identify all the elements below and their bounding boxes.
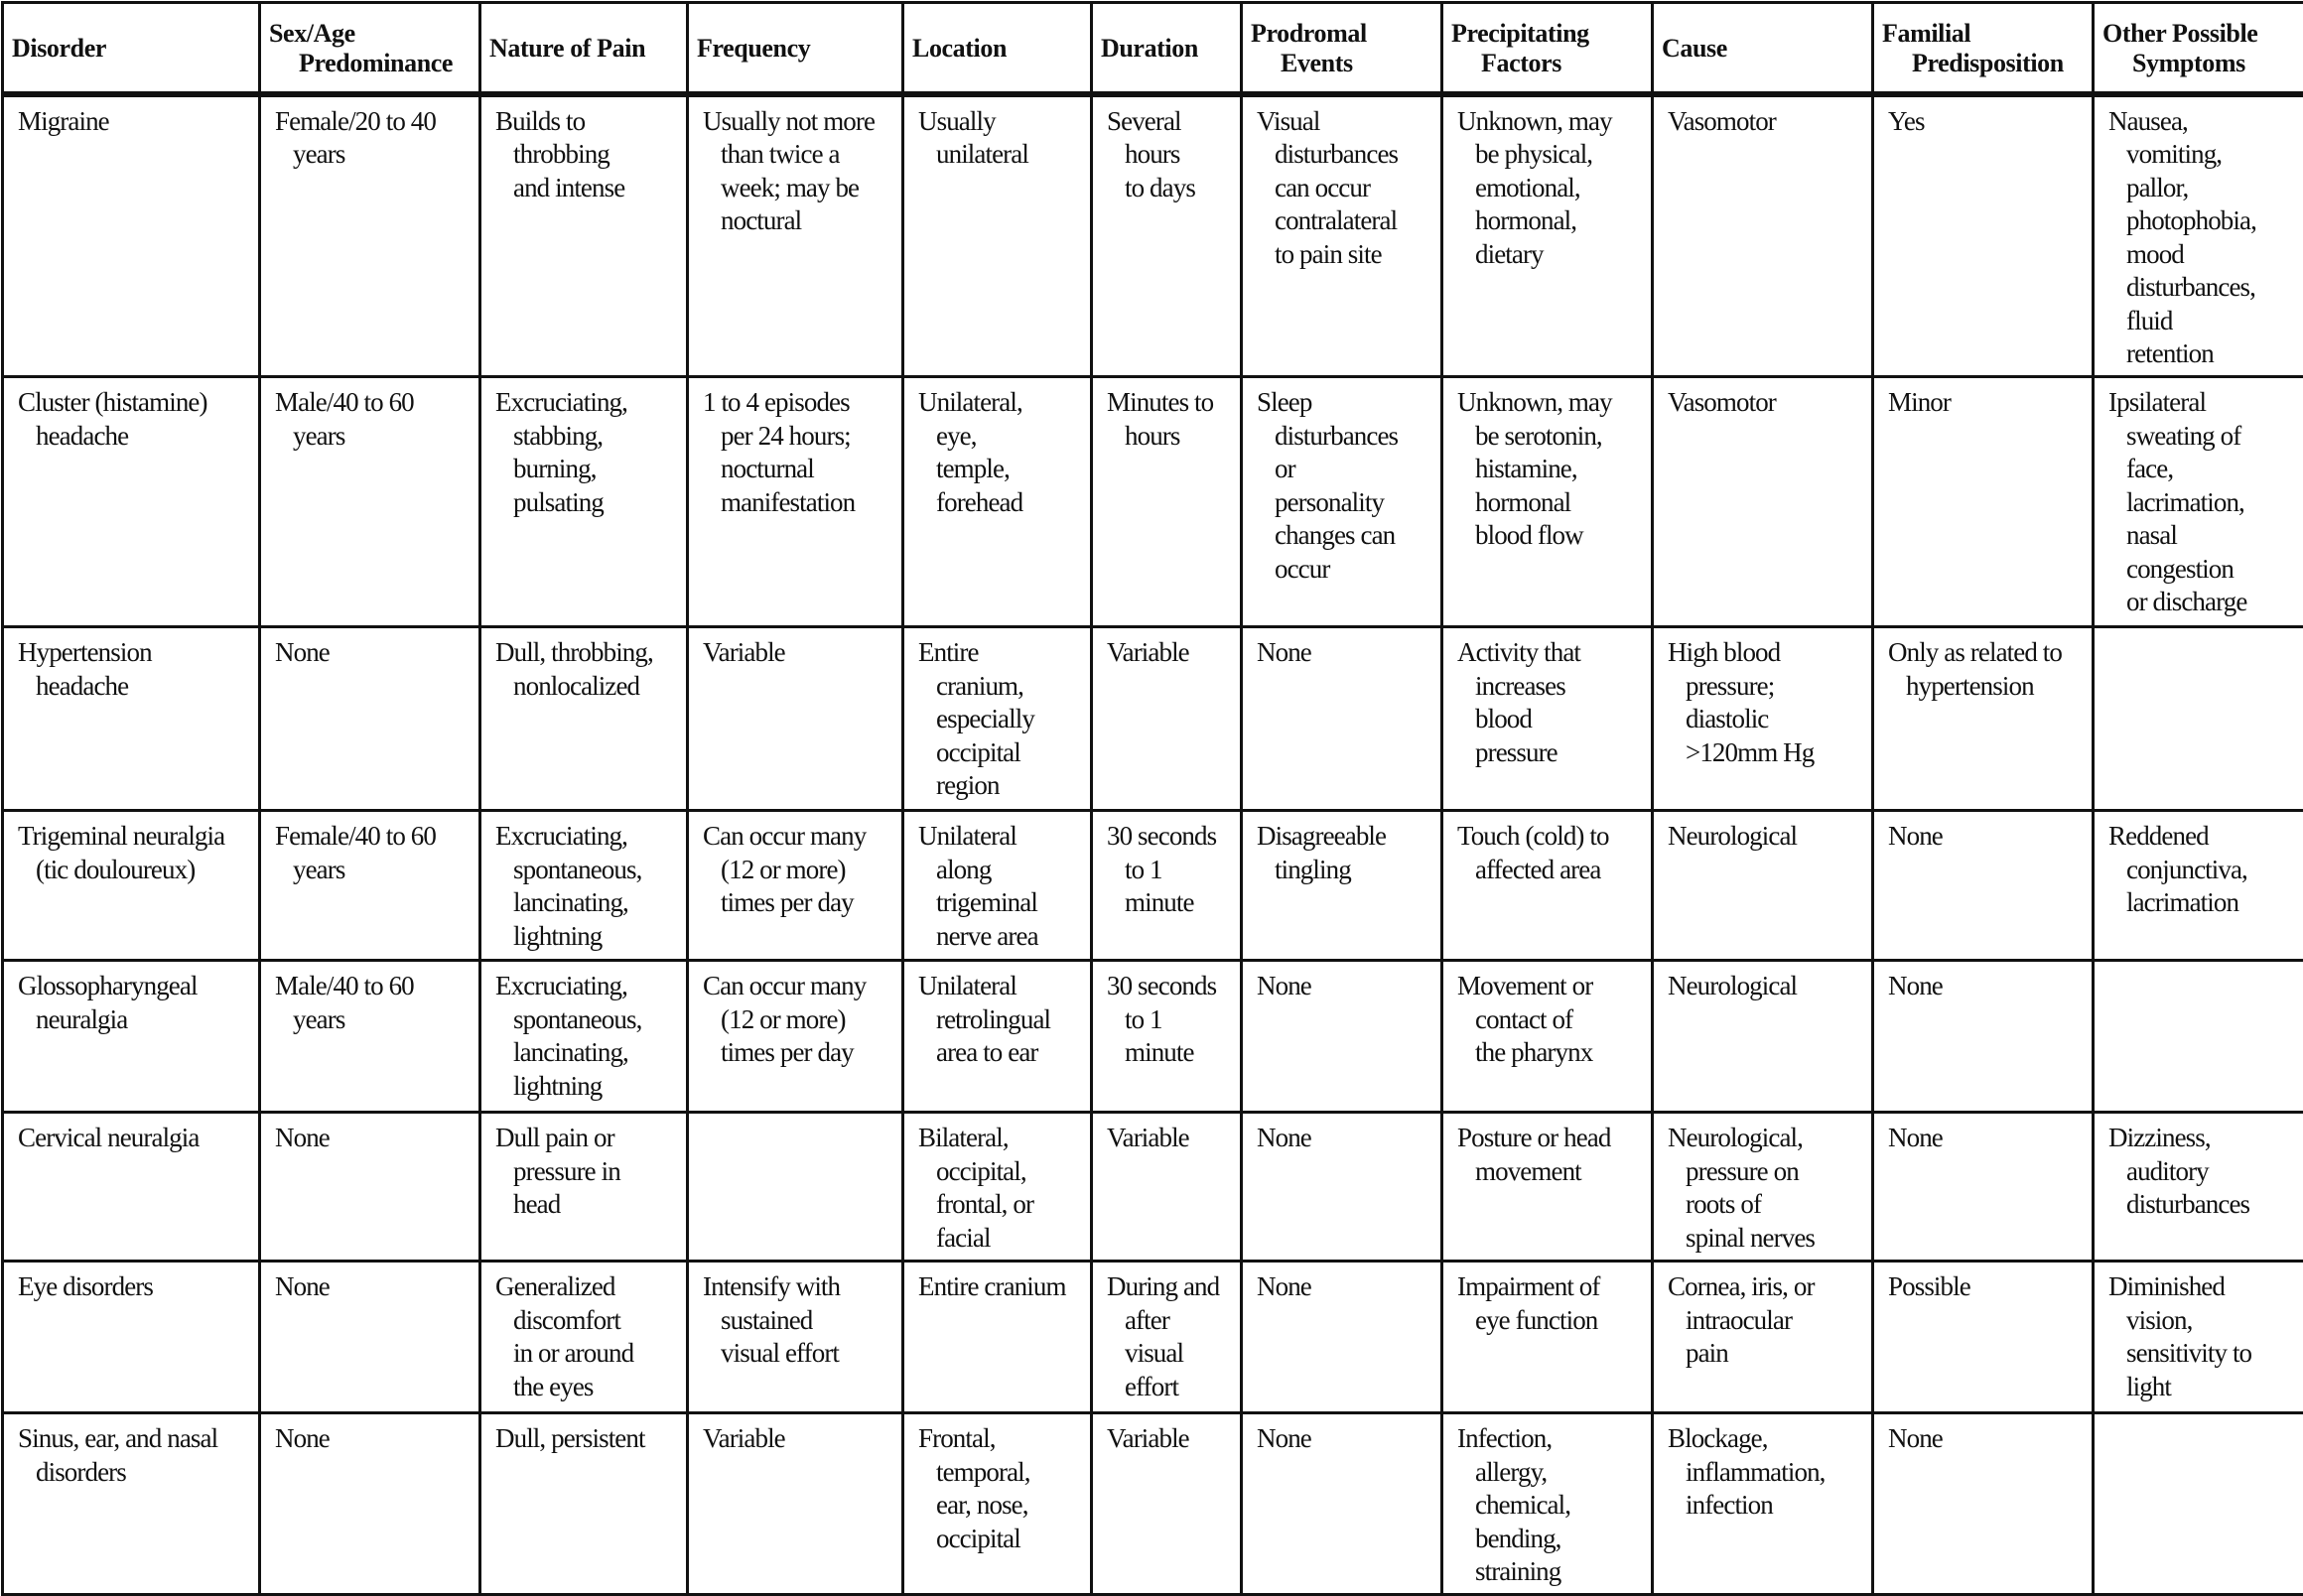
cell-text: None: [1888, 970, 2088, 1003]
cell-text: Entire cranium, especially occipital region: [918, 636, 1086, 803]
cell-text: Cervical neuralgia: [18, 1122, 254, 1155]
cell-text: Sinus, ear, and nasal disorders: [18, 1422, 254, 1489]
table-cell: [903, 811, 1092, 961]
table-cell: [2094, 627, 2303, 811]
table-cell: [1092, 1262, 1242, 1413]
cell-text: Only as related to hypertension: [1888, 636, 2088, 703]
table-cell: [688, 1413, 903, 1595]
table-cell: [1873, 1413, 2094, 1595]
cell-text: Female/20 to 40 years: [275, 105, 474, 172]
table-cell: [480, 961, 688, 1113]
table-cell: [2094, 1113, 2303, 1262]
cell-text: Infection, allergy, chemical, bending, straining: [1457, 1422, 1647, 1589]
cell-text: Generalized discomfort in or around the eyes: [495, 1270, 682, 1403]
table-cell: [1092, 811, 1242, 961]
table-cell: [260, 1262, 480, 1413]
table-cell: [903, 1113, 1092, 1262]
table-cell: [260, 1113, 480, 1262]
disorder-cell: [3, 811, 260, 961]
table-row: [3, 94, 2303, 377]
cell-text: Minor: [1888, 386, 2088, 420]
column-header-label: Prodromal Events: [1251, 19, 1436, 78]
cell-text: Bilateral, occipital, frontal, or facial: [918, 1122, 1086, 1255]
cell-text: Several hours to days: [1107, 105, 1236, 205]
table-cell: [480, 627, 688, 811]
header-row: [3, 3, 2303, 94]
cell-text: During and after visual effort: [1107, 1270, 1236, 1403]
cell-text: Touch (cold) to affected area: [1457, 820, 1647, 886]
cell-text: Reddened conjunctiva, lacrimation: [2108, 820, 2300, 920]
cell-text: Unilateral retrolingual area to ear: [918, 970, 1086, 1070]
table-cell: [1873, 1113, 2094, 1262]
cell-text: Dull, throbbing, nonlocalized: [495, 636, 682, 703]
cell-text: Possible: [1888, 1270, 2088, 1304]
table-cell: [480, 1113, 688, 1262]
cell-text: Intensify with sustained visual effort: [703, 1270, 897, 1371]
cell-text: Builds to throbbing and intense: [495, 105, 682, 205]
cell-text: 1 to 4 episodes per 24 hours; nocturnal manifestation: [703, 386, 897, 519]
cell-text: Minutes to hours: [1107, 386, 1236, 453]
table-cell: [1653, 377, 1873, 627]
table-cell: [903, 1262, 1092, 1413]
column-header-label: Location: [912, 34, 1086, 64]
column-header: [480, 3, 688, 94]
column-header: [903, 3, 1092, 94]
table-cell: [260, 1413, 480, 1595]
cell-text: Activity that increases blood pressure: [1457, 636, 1647, 769]
column-header: [1873, 3, 2094, 94]
table-cell: [260, 377, 480, 627]
column-header-label: Sex/Age Predominance: [269, 19, 474, 78]
cell-text: Glossopharyngeal neuralgia: [18, 970, 254, 1036]
table-cell: [480, 811, 688, 961]
cell-text: None: [1257, 1422, 1436, 1456]
table-cell: [688, 627, 903, 811]
cell-text: Trigeminal neuralgia (tic douloureux): [18, 820, 254, 886]
column-header: [1092, 3, 1242, 94]
cell-text: Variable: [1107, 1122, 1236, 1155]
cell-text: Neurological: [1668, 820, 1867, 854]
cell-text: None: [1257, 970, 1436, 1003]
cell-text: None: [275, 636, 474, 670]
cell-text: Blockage, inflammation, infection: [1668, 1422, 1867, 1523]
column-header-label: Nature of Pain: [489, 34, 682, 64]
disorder-cell: [3, 961, 260, 1113]
column-header: [3, 3, 260, 94]
table-cell: [260, 94, 480, 377]
cell-text: Neurological: [1668, 970, 1867, 1003]
table-cell: [1242, 811, 1442, 961]
cell-text: Dizziness, auditory disturbances: [2108, 1122, 2300, 1222]
table-cell: [1242, 1262, 1442, 1413]
cell-text: None: [275, 1422, 474, 1456]
disorder-cell: [3, 377, 260, 627]
cell-text: None: [1888, 1422, 2088, 1456]
cell-text: Excruciating, spontaneous, lancinating, lightning: [495, 820, 682, 953]
table-cell: [2094, 94, 2303, 377]
table-cell: [1442, 1113, 1653, 1262]
table-row: [3, 377, 2303, 627]
cell-text: Diminished vision, sensitivity to light: [2108, 1270, 2300, 1403]
cell-text: Eye disorders: [18, 1270, 254, 1304]
table-cell: [1442, 627, 1653, 811]
cell-text: Vasomotor: [1668, 105, 1867, 139]
table-cell: [903, 94, 1092, 377]
cell-text: Unilateral, eye, temple, forehead: [918, 386, 1086, 519]
cell-text: 30 seconds to 1 minute: [1107, 970, 1236, 1070]
table-cell: [1442, 377, 1653, 627]
disorder-cell: [3, 94, 260, 377]
column-header-label: Other Possible Symptoms: [2102, 19, 2300, 78]
table-cell: [903, 627, 1092, 811]
table-cell: [260, 627, 480, 811]
cell-text: None: [1257, 1122, 1436, 1155]
table-cell: [2094, 377, 2303, 627]
cell-text: Ipsilateral sweating of face, lacrimation, nasal congestion or discharge: [2108, 386, 2300, 619]
cell-text: Variable: [703, 1422, 897, 1456]
cell-text: High blood pressure; diastolic >120mm Hg: [1668, 636, 1867, 769]
headache-comparison-table: [1, 1, 2303, 1596]
table-cell: [1092, 961, 1242, 1113]
cell-text: Excruciating, spontaneous, lancinating, lightning: [495, 970, 682, 1103]
table-cell: [903, 377, 1092, 627]
table-cell: [1442, 961, 1653, 1113]
cell-text: None: [1888, 1122, 2088, 1155]
table-cell: [688, 811, 903, 961]
table-cell: [2094, 961, 2303, 1113]
column-header-label: Cause: [1662, 34, 1867, 64]
table-cell: [1653, 94, 1873, 377]
cell-text: Usually unilateral: [918, 105, 1086, 172]
table-cell: [1653, 627, 1873, 811]
column-header-label: Frequency: [697, 34, 897, 64]
table-cell: [1653, 1413, 1873, 1595]
column-header: [2094, 3, 2303, 94]
cell-text: Unknown, may be serotonin, histamine, hormonal blood flow: [1457, 386, 1647, 553]
table-cell: [2094, 1413, 2303, 1595]
disorder-cell: [3, 1113, 260, 1262]
cell-text: Posture or head movement: [1457, 1122, 1647, 1188]
cell-text: Movement or contact of the pharynx: [1457, 970, 1647, 1070]
column-header: [1242, 3, 1442, 94]
table-cell: [1873, 627, 2094, 811]
cell-text: Dull, persistent: [495, 1422, 682, 1456]
table-cell: [480, 94, 688, 377]
cell-text: Can occur many (12 or more) times per day: [703, 970, 897, 1070]
cell-text: None: [1257, 636, 1436, 670]
cell-text: Female/40 to 60 years: [275, 820, 474, 886]
cell-text: Sleep disturbances or personality changes can occur: [1257, 386, 1436, 586]
cell-text: Male/40 to 60 years: [275, 970, 474, 1036]
cell-text: Unknown, may be physical, emotional, hormonal, dietary: [1457, 105, 1647, 272]
cell-text: Disagreeable tingling: [1257, 820, 1436, 886]
cell-text: Variable: [703, 636, 897, 670]
cell-text: None: [275, 1270, 474, 1304]
table-cell: [1873, 1262, 2094, 1413]
table-cell: [1242, 94, 1442, 377]
cell-text: Unilateral along trigeminal nerve area: [918, 820, 1086, 953]
table-cell: [260, 961, 480, 1113]
table-cell: [1442, 1413, 1653, 1595]
table-cell: [1873, 377, 2094, 627]
table-cell: [1653, 811, 1873, 961]
table-cell: [1653, 1113, 1873, 1262]
table-row: [3, 1262, 2303, 1413]
cell-text: None: [275, 1122, 474, 1155]
column-header: [688, 3, 903, 94]
table-cell: [1242, 1413, 1442, 1595]
cell-text: Nausea, vomiting, pallor, photophobia, mood disturbances, fluid retention: [2108, 105, 2300, 371]
table-cell: [1092, 1413, 1242, 1595]
table-row: [3, 1113, 2303, 1262]
table-cell: [1242, 1113, 1442, 1262]
table-cell: [903, 961, 1092, 1113]
table-cell: [480, 1413, 688, 1595]
table-cell: [480, 377, 688, 627]
column-header: [1442, 3, 1653, 94]
table-cell: [1242, 961, 1442, 1113]
table-cell: [1092, 94, 1242, 377]
table-cell: [2094, 811, 2303, 961]
cell-text: Hypertension headache: [18, 636, 254, 703]
table-cell: [2094, 1262, 2303, 1413]
table-cell: [1442, 1262, 1653, 1413]
table-cell: [1242, 627, 1442, 811]
cell-text: Vasomotor: [1668, 386, 1867, 420]
disorder-cell: [3, 1413, 260, 1595]
table-cell: [688, 94, 903, 377]
column-header-label: Disorder: [12, 34, 254, 64]
cell-text: Entire cranium: [918, 1270, 1086, 1304]
table-cell: [1653, 1262, 1873, 1413]
cell-text: Yes: [1888, 105, 2088, 139]
table-row: [3, 1413, 2303, 1595]
cell-text: 30 seconds to 1 minute: [1107, 820, 1236, 920]
table-cell: [688, 961, 903, 1113]
column-header: [1653, 3, 1873, 94]
table-cell: [688, 377, 903, 627]
cell-text: Dull pain or pressure in head: [495, 1122, 682, 1222]
table-cell: [1873, 94, 2094, 377]
table-cell: [1092, 377, 1242, 627]
cell-text: Frontal, temporal, ear, nose, occipital: [918, 1422, 1086, 1555]
table-cell: [903, 1413, 1092, 1595]
table-cell: [1242, 377, 1442, 627]
disorder-cell: [3, 1262, 260, 1413]
table-cell: [480, 1262, 688, 1413]
cell-text: Usually not more than twice a week; may be noctural: [703, 105, 897, 238]
table-cell: [688, 1262, 903, 1413]
disorder-cell: [3, 627, 260, 811]
table-row: [3, 811, 2303, 961]
cell-text: Variable: [1107, 636, 1236, 670]
cell-text: Variable: [1107, 1422, 1236, 1456]
cell-text: Cornea, iris, or intraocular pain: [1668, 1270, 1867, 1371]
table-row: [3, 627, 2303, 811]
column-header-label: Duration: [1101, 34, 1236, 64]
cell-text: Excruciating, stabbing, burning, pulsating: [495, 386, 682, 519]
cell-text: None: [1257, 1270, 1436, 1304]
column-header-label: Familial Predisposition: [1882, 19, 2088, 78]
cell-text: Impairment of eye function: [1457, 1270, 1647, 1337]
column-header-label: Precipitating Factors: [1451, 19, 1647, 78]
table-cell: [260, 811, 480, 961]
table-cell: [688, 1113, 903, 1262]
table-cell: [1092, 627, 1242, 811]
table-cell: [1442, 94, 1653, 377]
table-cell: [1442, 811, 1653, 961]
cell-text: Can occur many (12 or more) times per day: [703, 820, 897, 920]
cell-text: None: [1888, 820, 2088, 854]
column-header: [260, 3, 480, 94]
table-cell: [1873, 961, 2094, 1113]
table-cell: [1653, 961, 1873, 1113]
table-cell: [1873, 811, 2094, 961]
cell-text: Cluster (histamine) headache: [18, 386, 254, 453]
cell-text: Neurological, pressure on roots of spinal nerves: [1668, 1122, 1867, 1255]
cell-text: Male/40 to 60 years: [275, 386, 474, 453]
cell-text: Migraine: [18, 105, 254, 139]
table-cell: [1092, 1113, 1242, 1262]
table-row: [3, 961, 2303, 1113]
cell-text: Visual disturbances can occur contralateral to pain site: [1257, 105, 1436, 272]
